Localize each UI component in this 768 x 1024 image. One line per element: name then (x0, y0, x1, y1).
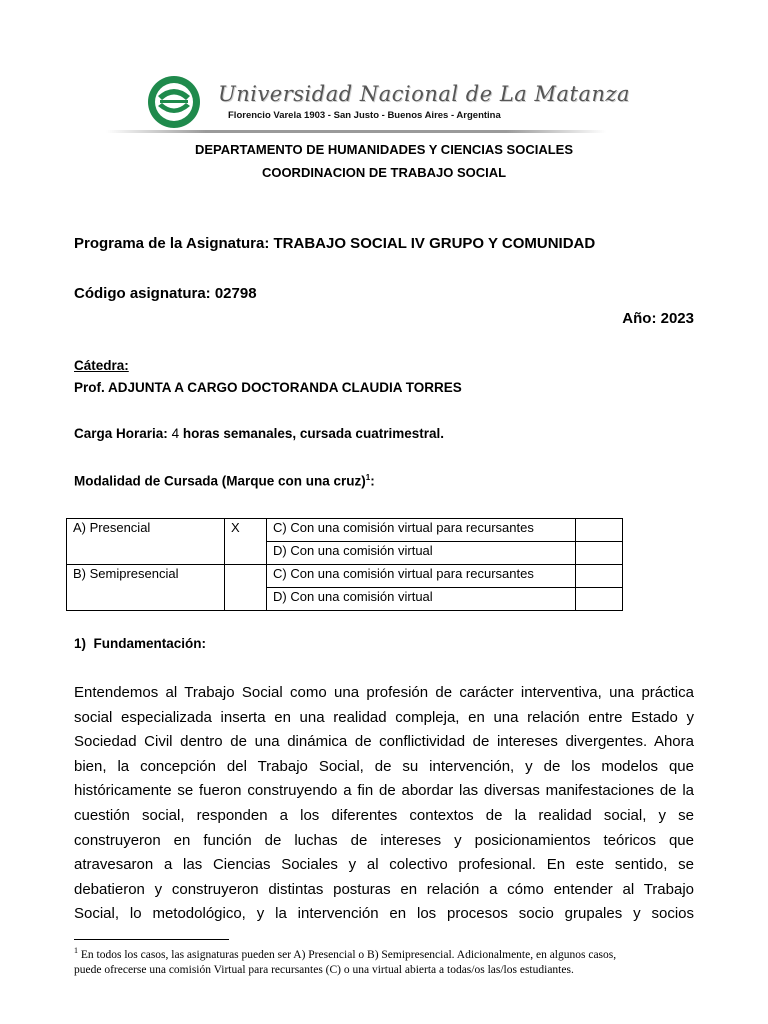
year-label: Año: (622, 310, 657, 327)
carga-horaria-label: Carga Horaria: (74, 426, 168, 441)
table-row (67, 565, 623, 588)
footnote-line-1 (74, 943, 714, 963)
year-line (622, 310, 694, 327)
table-cell-option: D) Con una comisión virtual (267, 542, 576, 565)
paragraph-line: social especializada inserta en una realidad compleja, en una relación entre Estado y (74, 708, 694, 726)
code-label: Código asignatura: (74, 285, 211, 302)
paragraph-line: atravesaron a las Ciencias Sociales y al colectivo profesional. En este sentido, se (74, 856, 694, 874)
program-value: TRABAJO SOCIAL IV GRUPO Y COMUNIDAD (273, 235, 596, 252)
table-cell-presencial: A) Presencial (67, 519, 225, 565)
table-cell-check[interactable] (576, 565, 623, 588)
table-cell-option: C) Con una comisión virtual para recursantes (267, 519, 576, 542)
modalidad-colon: : (370, 473, 375, 489)
catedra-value: Prof. ADJUNTA A CARGO DOCTORANDA CLAUDIA TORRES (74, 380, 462, 395)
section-1-title: Fundamentación: (93, 636, 207, 651)
department-title: DEPARTAMENTO DE HUMANIDADES Y CIENCIAS SOCIALES (194, 142, 573, 157)
code-line (74, 285, 257, 302)
paragraph-line: Social, lo metodológico, y la intervención en los procesos socio grupales y socios (74, 905, 694, 923)
paragraph-line: construyeron en función de luchas de intereses y posicionamientos teóricos que (74, 831, 694, 849)
code-value: 02798 (214, 285, 257, 302)
table-cell-check[interactable] (576, 542, 623, 565)
table-cell-semipresencial-mark[interactable] (225, 565, 267, 611)
university-name: Universidad Nacional de La Matanza (218, 82, 631, 106)
table-row (67, 519, 623, 542)
fundamentacion-paragraph (74, 681, 694, 927)
table-cell-option: C) Con una comisión virtual para recursantes (267, 565, 576, 588)
footnote-divider (74, 939, 229, 940)
carga-horaria-line (74, 426, 444, 441)
modalidad-line (74, 473, 375, 489)
table-cell-check[interactable] (576, 519, 623, 542)
footnote-marker: 1 (74, 946, 78, 955)
paragraph-line: Sociedad Civil dentro de una dinámica de conflictividad de intereses divergentes. Ahora (74, 733, 694, 751)
table-cell-semipresencial: B) Semipresencial (67, 565, 225, 611)
program-line (74, 235, 595, 252)
program-label: Programa de la Asignatura: (74, 235, 270, 252)
section-1-heading (74, 636, 206, 651)
footnote-text-1: En todos los casos, las asignaturas pueden ser A) Presencial o B) Semipresencial. Adicionalmente, en algunos casos, (80, 948, 617, 961)
paragraph-line: bien, la concepción del Trabajo Social, de su intervención, y de los modelos que (74, 757, 694, 775)
table-cell-presencial-mark[interactable]: X (225, 519, 267, 565)
year-value: 2023 (660, 310, 694, 327)
modalidad-table (66, 518, 623, 611)
footnote (74, 943, 714, 978)
coordination-title: COORDINACION DE TRABAJO SOCIAL (261, 165, 507, 180)
university-header (100, 68, 631, 138)
table-cell-check[interactable] (576, 588, 623, 611)
catedra-label: Cátedra: (74, 358, 129, 373)
carga-horaria-number: 4 (171, 426, 180, 441)
paragraph-line: Entendemos al Trabajo Social como una profesión de carácter interventiva, una práctica (74, 684, 694, 701)
section-1-number: 1) (74, 636, 87, 651)
paragraph-line: debatieron y construyeron distintas posturas en relación a cómo entender al Trabajo (74, 880, 694, 898)
modalidad-label: Modalidad de Cursada (Marque con una cruz) (74, 473, 366, 489)
university-address: Florencio Varela 1903 - San Justo - Buenos Aires - Argentina (228, 110, 501, 121)
footnote-ref: 1 (365, 473, 371, 482)
university-logo-icon (146, 74, 202, 130)
table-cell-option: D) Con una comisión virtual (267, 588, 576, 611)
paragraph-line: históricamente se fueron construyendo a fin de abordar las diversas manifestaciones de la (74, 782, 694, 800)
carga-horaria-text: horas semanales, cursada cuatrimestral. (182, 426, 444, 441)
footnote-line-2: puede ofrecerse una comisión Virtual para recursantes (C) o una virtual abierta a todas/os las/los estudiantes. (74, 963, 574, 976)
paragraph-line: cuestión social, responden a los diferentes contextos de la realidad social, y se (74, 806, 694, 824)
header-divider (106, 130, 606, 133)
